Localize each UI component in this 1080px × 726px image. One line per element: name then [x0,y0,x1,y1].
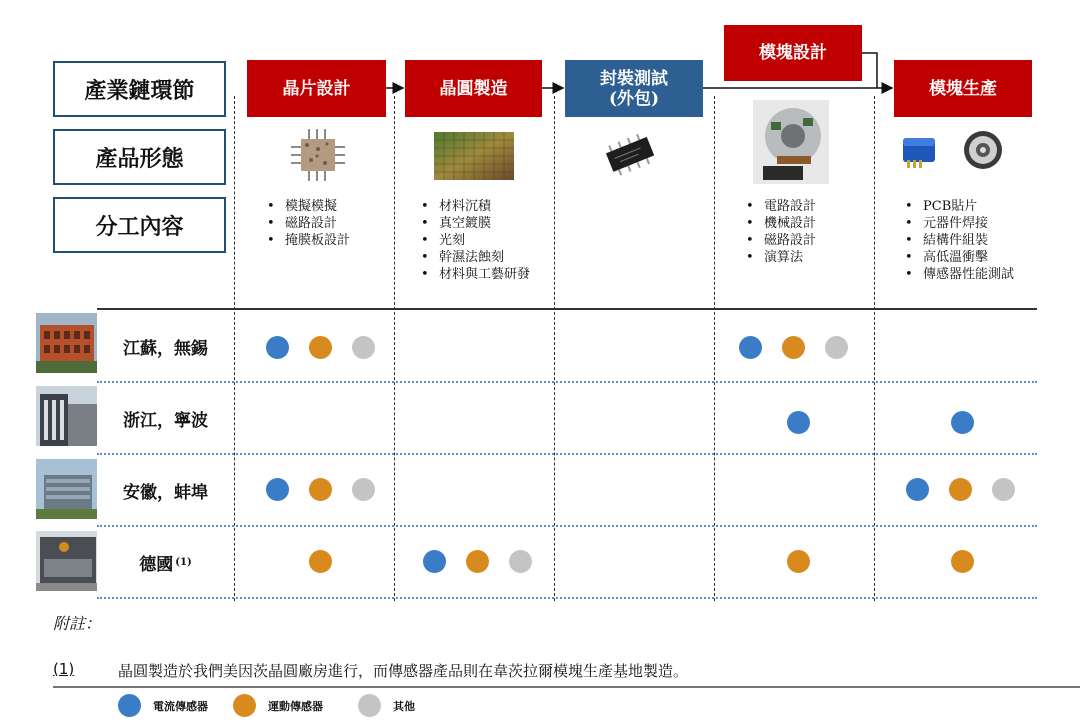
chip-design-tasks [265,198,350,249]
row-label-division-of-work: 分工內容 [53,197,226,253]
sensor-module-icon [753,100,829,184]
wafer-icon [434,132,514,180]
motion-sensor-dot [309,336,332,359]
task-item: • 演算法 [744,249,816,266]
task-item: • 幹濕法蝕刻 [419,249,530,266]
current-sensor-dot [739,336,762,359]
table-header-divider [97,308,1037,310]
task-item: • 磁路設計 [744,232,816,249]
task-item: • 機械設計 [744,215,816,232]
location-wuxi: 江蘇，無錫 [123,338,208,359]
footer-rule [53,686,1080,688]
motion-sensor-dot [949,478,972,501]
stage-chip-design: 晶片設計 [247,60,386,117]
task-item: • 模擬模擬 [265,198,350,215]
other-dot [352,478,375,501]
current-sensor-dot [787,411,810,434]
task-item: • 材料沉積 [419,198,530,215]
stage-wafer-manufacturing: 晶圓製造 [405,60,542,117]
building-photo-icon [36,531,97,591]
footnote-number: (1) [53,660,75,678]
current-sensor-dot [906,478,929,501]
task-item: • 光刻 [419,232,530,249]
task-item: • PCB貼片 [903,198,1014,215]
current-sensor-dot [951,411,974,434]
row-divider [97,453,1037,455]
legend-other: 其他 [358,694,415,717]
other-dot [509,550,532,573]
location-bengbu: 安徽，蚌埠 [123,482,208,503]
motion-sensor-dot [309,478,332,501]
task-item: • 磁路設計 [265,215,350,232]
task-item: • 掩膜板設計 [265,232,350,249]
current-sensor-dot [266,336,289,359]
location-germany: 德國 (1) [139,554,192,575]
row-divider [97,597,1037,599]
footnote-text: 晶圓製造於我們美因茨晶圓廠房進行，而傳感器產品則在韋茨拉爾模塊生產基地製造。 [118,662,689,680]
other-dot [825,336,848,359]
chip-icon [287,127,349,183]
legend-current-sensor: 電流傳感器 [118,694,208,717]
motion-sensor-dot [782,336,805,359]
current-sensor-dot [423,550,446,573]
module-design-tasks [744,198,816,266]
other-dot [352,336,375,359]
motion-sensor-dot [466,550,489,573]
row-label-chain-stage: 產業鏈環節 [53,61,226,117]
packaged-chip-icon [602,132,660,176]
flow-arrows [0,0,1080,130]
task-item: • 材料與工藝研發 [419,266,530,283]
motion-sensor-dot [309,550,332,573]
row-label-product-form: 產品形態 [53,129,226,185]
row-divider [97,525,1037,527]
building-photo-icon [36,313,97,373]
wheel-bearing-icon [958,128,1008,172]
legend-swatch [233,694,256,717]
module-production-tasks [903,198,1014,283]
legend-motion-sensor: 運動傳感器 [233,694,323,717]
current-sensor-dot [266,478,289,501]
motion-sensor-dot [787,550,810,573]
notes-title: 附註： [53,614,102,633]
wafer-manufacturing-tasks [419,198,530,283]
sensor-product-icon [899,130,941,170]
legend-swatch [358,694,381,717]
task-item: • 結構件組裝 [903,232,1014,249]
legend-swatch [118,694,141,717]
task-item: • 電路設計 [744,198,816,215]
task-item: • 真空鍍膜 [419,215,530,232]
stage-packaging-testing: 封裝測試 (外包) [565,60,703,117]
building-photo-icon [36,386,97,446]
stage-module-design: 模塊設計 [724,25,862,81]
row-divider [97,381,1037,383]
motion-sensor-dot [951,550,974,573]
other-dot [992,478,1015,501]
stage-module-production: 模塊生產 [894,60,1032,117]
task-item: • 傳感器性能測試 [903,266,1014,283]
task-item: • 元器件焊接 [903,215,1014,232]
building-photo-icon [36,459,97,519]
location-ningbo: 浙江，寧波 [123,410,208,431]
task-item: • 高低溫衝擊 [903,249,1014,266]
